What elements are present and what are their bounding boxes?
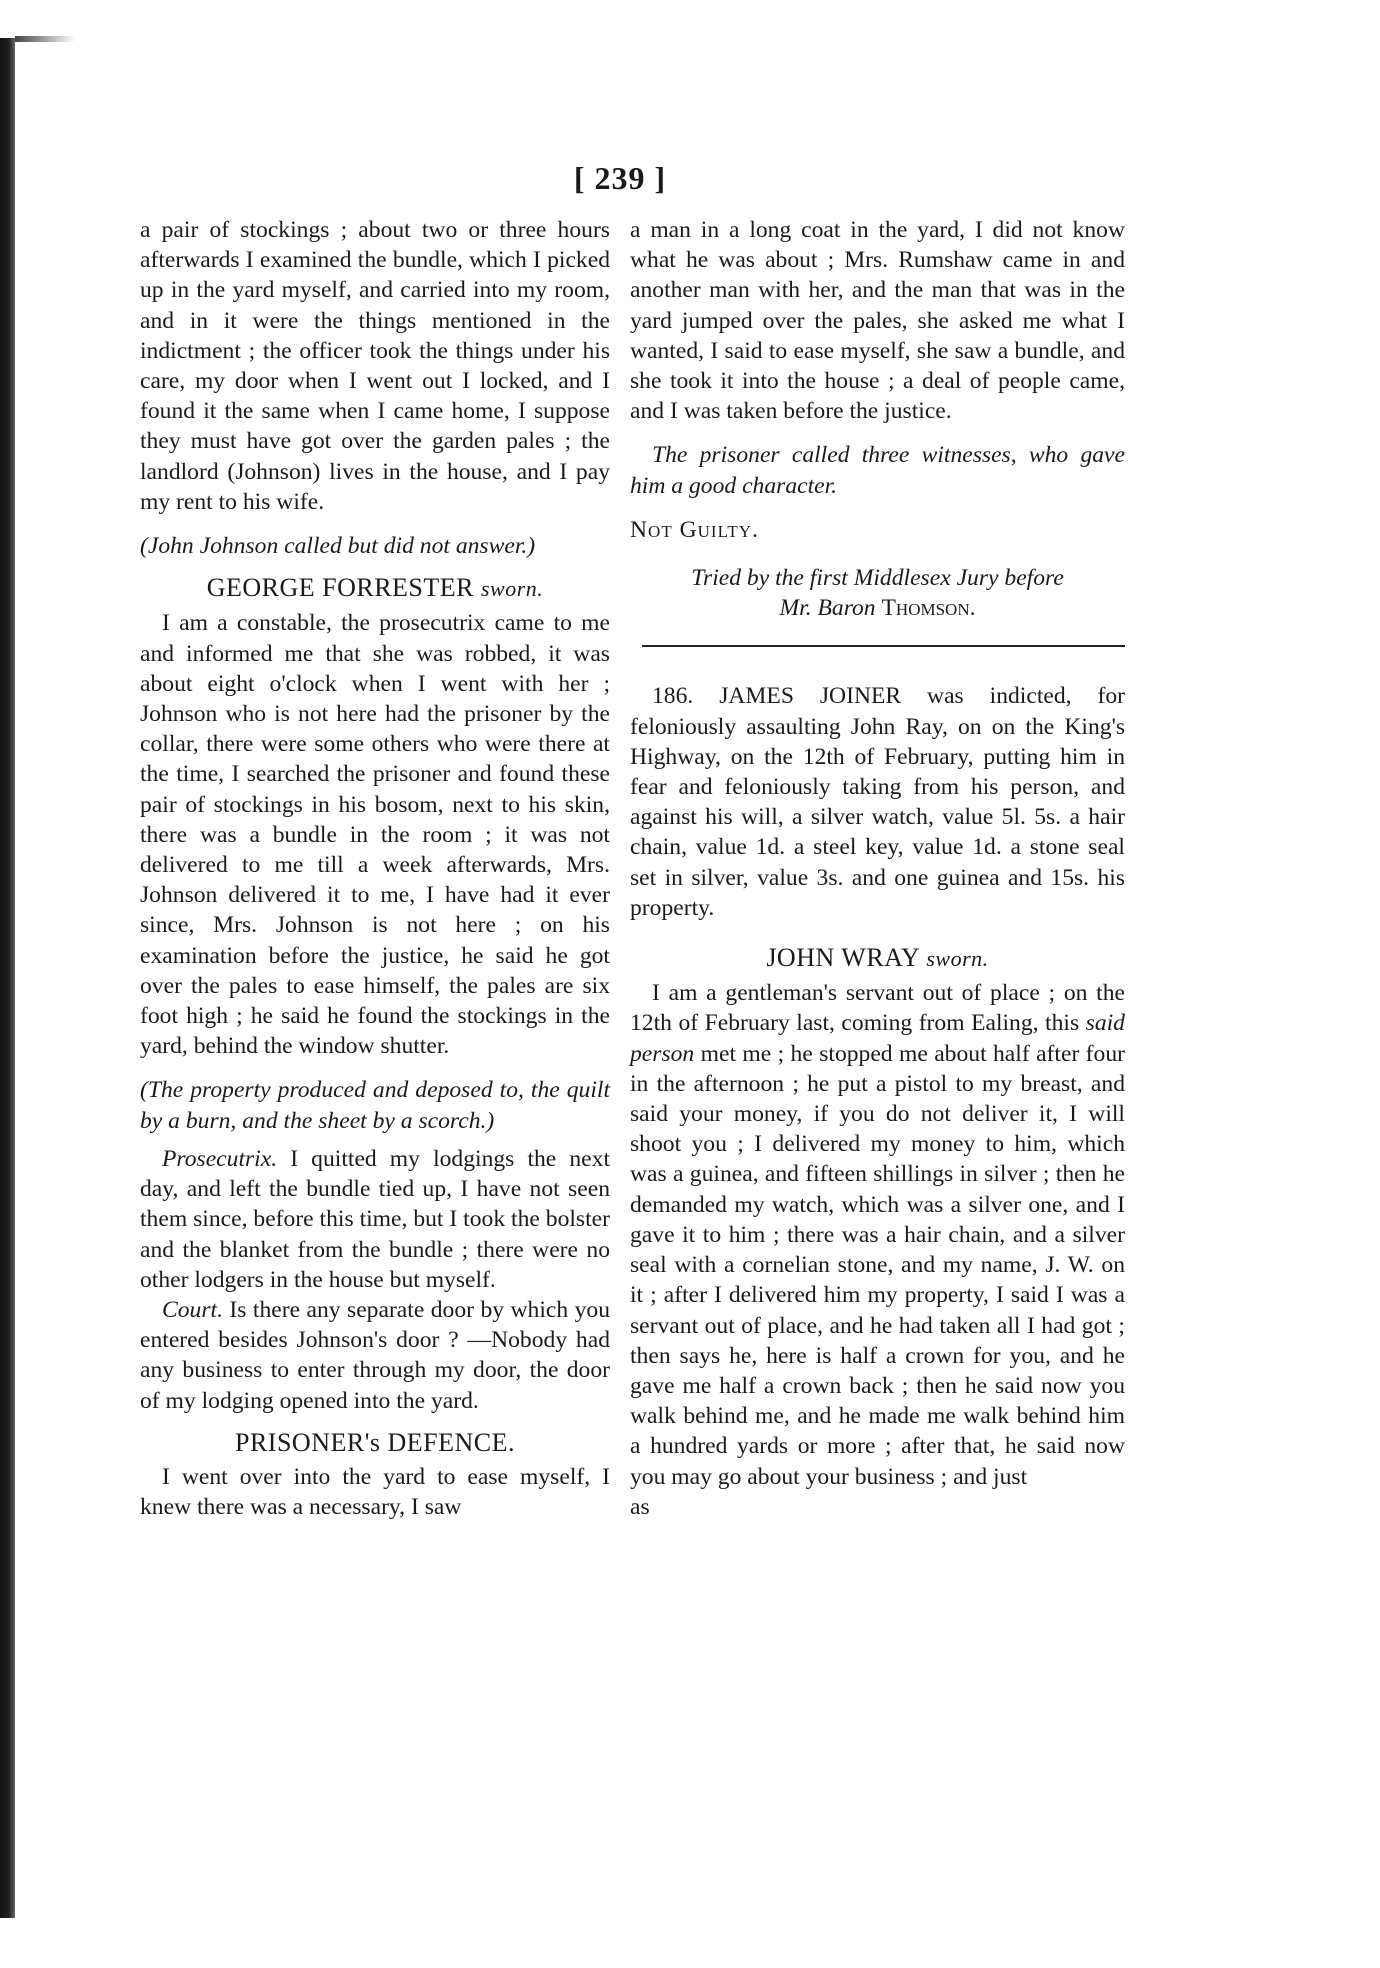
testimony-text: I am a gentleman's servant out of place ; on the 12th of February last, coming from Ealing, this bbox=[630, 980, 1125, 1037]
testimony-paragraph: a pair of stockings ; about two or three hours afterwards I examined the bundle, which I picked up in the yard myself, and carried into my room, and in it were the things mentioned in the indictment ; the officer took the things under his care, my door when I went out I locked, and I found it the same when I came home, I suppose they must have got over the garden pales ; the landlord (Johnson) lives in the house, and I pay my rent to his wife. bbox=[140, 217, 610, 515]
testimony-text: Is there any separate door by which you entered besides Johnson's door ? —Nobody had any business to enter through my door, the door of my lodging opened into the yard. bbox=[140, 1296, 610, 1414]
trial-attribution bbox=[630, 563, 1125, 623]
section-heading: PRISONER's DEFENCE. bbox=[235, 1427, 515, 1457]
emphasis-text: said person bbox=[630, 1010, 1125, 1067]
testimony-paragraph: a man in a long coat in the yard, I did not know what he was about ; Mrs. Rumshaw came in and another man with her, and the man that was in the yard jumped over the pales, she asked me what I wanted, I said to ease myself, she saw a bundle, and she took it into the house ; a deal of people came, and I was taken before the justice. bbox=[630, 217, 1125, 425]
book-binding-edge bbox=[0, 38, 15, 1918]
judge-name: Thomson. bbox=[881, 595, 976, 622]
speaker-label: Prosecutrix. bbox=[162, 1145, 278, 1172]
testimony-text: I quitted my lodgings the next day, and left the bundle tied up, I have not seen them since, before this time, but I took the bolster and the blanket from the bundle ; there were no other lodgers in the house but myself. bbox=[140, 1145, 610, 1293]
testimony-paragraph bbox=[140, 1144, 610, 1295]
binding-shadow bbox=[15, 36, 75, 42]
section-divider bbox=[642, 645, 1125, 647]
page-number: [ 239 ] bbox=[573, 160, 667, 196]
trial-jury: Tried by the first Middlesex Jury before bbox=[691, 565, 1064, 592]
court-note: (The property produced and deposed to, the quilt by a burn, and the sheet by a scorch.) bbox=[140, 1077, 610, 1134]
sworn-label: sworn. bbox=[481, 576, 544, 602]
case-indictment: 186. JAMES JOINER was indicted, for feloniously assaulting John Ray, on on the King's Highway, on the 12th of February, putting him in fear and feloniously taking from his person, and against his will, a silver watch, value 5l. 5s. a hair chain, value 1d. a steel key, value 1d. a stone seal set in silver, value 3s. and one guinea and 15s. his property. bbox=[630, 683, 1125, 921]
witness-name: JOHN WRAY bbox=[766, 943, 920, 973]
witness-heading bbox=[630, 943, 1125, 974]
witness-heading bbox=[140, 573, 610, 604]
testimony-paragraph: I went over into the yard to ease myself, I knew there was a necessary, I saw bbox=[140, 1463, 610, 1521]
sworn-label: sworn. bbox=[926, 946, 989, 972]
witness-name: GEORGE FORRESTER bbox=[206, 573, 474, 603]
left-column bbox=[140, 215, 610, 1522]
verdict: Not Guilty. bbox=[630, 516, 759, 543]
right-column bbox=[630, 215, 1125, 1522]
court-note: (John Johnson called but did not answer.) bbox=[140, 533, 536, 560]
testimony-paragraph bbox=[140, 1295, 610, 1416]
judge-title: Mr. Baron bbox=[779, 595, 876, 622]
speaker-label: Court. bbox=[162, 1296, 223, 1323]
testimony-paragraph bbox=[630, 978, 1125, 1491]
testimony-text: met me ; he stopped me about half after four in the afternoon ; he put a pistol to my breast, and said your money, if you do not deliver it, I will shoot you ; I delivered my money to him, which was a guinea, and fifteen shillings in silver ; then he demanded my watch, which was a silver one, and I gave it to him ; there was a hair chain, and a silver seal with a cornelian stone, and my name, J. W. on it ; after I delivered him my property, I said I was a servant out of place, and he had taken all I had got ; then says he, here is half a crown for you, and he gave me half a crown back ; then he said now you walk behind me, and he made me walk behind him a hundred yards or more ; after that, he said now you may go about your business ; and just bbox=[630, 1040, 1125, 1490]
court-note: The prisoner called three witnesses, who gave him a good character. bbox=[630, 442, 1125, 499]
catchword: as bbox=[630, 1493, 650, 1520]
testimony-paragraph: I am a constable, the prosecutrix came to me and informed me that she was robbed, it was about eight o'clock when I went with her ; Johnson who is not here had the prisoner by the collar, there were some others who were there at the time, I searched the prisoner and found these pair of stockings in his bosom, next to his skin, there was a bundle in the room ; it was not delivered to me till a week afterwards, Mrs. Johnson delivered it to me, I have had it ever since, Mrs. Johnson is not here ; on his examination before the justice, he said he got over the pales to ease himself, the pales are six foot high ; he said he found the stockings in the yard, behind the window shutter. bbox=[140, 610, 610, 1060]
